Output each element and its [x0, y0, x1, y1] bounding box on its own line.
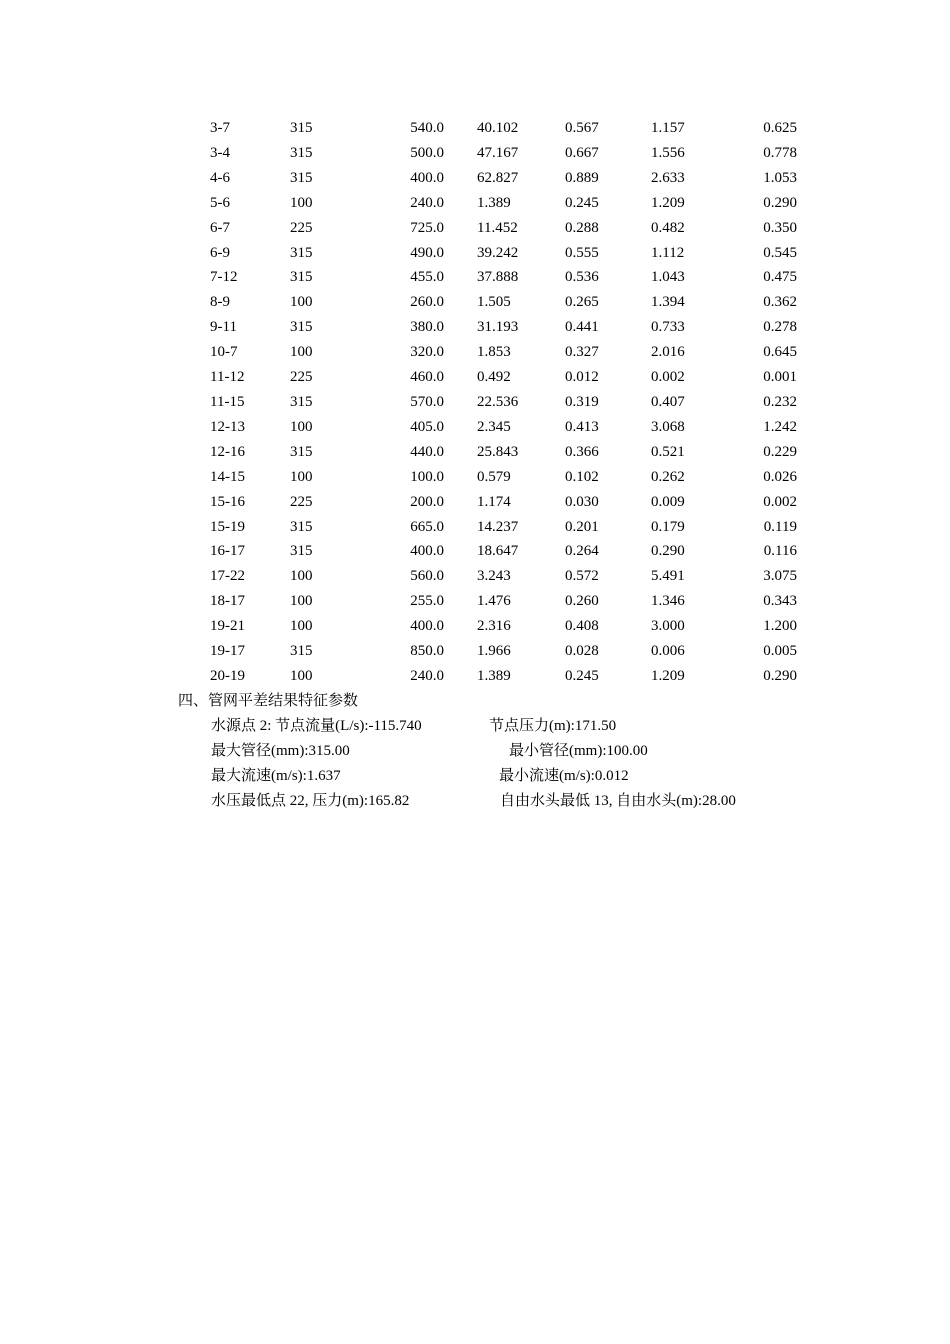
length-cell: 455.0 [410, 269, 444, 286]
diameter-cell: 100 [290, 294, 313, 311]
diameter-cell: 225 [290, 369, 313, 386]
min-diameter-text: 最小管径(mm):100.00 [509, 742, 648, 759]
pipe-id-cell: 4-6 [210, 169, 230, 186]
headloss-cell: 0.232 [763, 393, 797, 410]
velocity-cell: 0.536 [565, 269, 599, 286]
max-diameter-text: 最大管径(mm):315.00 [211, 742, 350, 759]
headloss-cell: 0.778 [763, 144, 797, 161]
table-row [210, 141, 797, 166]
pipe-results-table [210, 116, 797, 689]
unit-headloss-cell: 2.016 [651, 344, 685, 361]
unit-headloss-cell: 0.009 [651, 493, 685, 510]
headloss-cell: 0.026 [763, 468, 797, 485]
velocity-cell: 0.555 [565, 244, 599, 261]
unit-headloss-cell: 1.112 [651, 244, 685, 261]
unit-headloss-cell: 1.043 [651, 269, 685, 286]
velocity-cell: 0.245 [565, 194, 599, 211]
unit-headloss-cell: 0.407 [651, 393, 685, 410]
unit-headloss-cell: 0.179 [651, 518, 685, 535]
source-flow-text: 水源点 2: 节点流量(L/s):-115.740 [211, 718, 422, 734]
unit-headloss-cell: 3.068 [651, 418, 685, 435]
pipe-id-cell: 12-16 [210, 443, 245, 460]
pipe-id-cell: 3-7 [210, 120, 230, 136]
headloss-cell: 0.475 [763, 269, 797, 286]
length-cell: 850.0 [410, 643, 444, 660]
table-row [210, 365, 797, 390]
unit-headloss-cell: 1.209 [651, 667, 685, 684]
pipe-id-cell: 8-9 [210, 294, 230, 311]
diameter-cell: 100 [290, 344, 313, 361]
pipe-id-cell: 7-12 [210, 269, 238, 286]
velocity-cell: 0.572 [565, 568, 599, 585]
velocity-cell: 0.327 [565, 344, 599, 361]
headloss-cell: 1.053 [763, 169, 797, 186]
diameter-cell: 100 [290, 667, 313, 684]
pipe-id-cell: 11-12 [210, 369, 245, 386]
pipe-id-cell: 10-7 [210, 344, 238, 361]
unit-headloss-cell: 1.209 [651, 194, 685, 211]
min-free-head-text: 自由水头最低 13, 自由水头(m):28.00 [500, 792, 736, 809]
velocity-cell: 0.889 [565, 169, 599, 186]
headloss-cell: 0.116 [763, 543, 797, 560]
velocity-cell: 0.260 [565, 593, 599, 610]
source-pressure-text: 节点压力(m):171.50 [489, 718, 617, 734]
flow-cell: 31.193 [477, 319, 519, 336]
unit-headloss-cell: 3.000 [651, 618, 685, 635]
table-row [210, 614, 797, 639]
diameter-cell: 100 [290, 618, 313, 635]
flow-cell: 1.389 [477, 194, 511, 211]
velocity-cell: 0.567 [565, 120, 599, 136]
pipe-id-cell: 19-17 [210, 643, 245, 660]
table-row [210, 265, 797, 290]
headloss-cell: 0.545 [763, 244, 797, 261]
unit-headloss-cell: 0.733 [651, 319, 685, 336]
diameter-cell: 315 [290, 643, 313, 660]
velocity-cell: 0.264 [565, 543, 599, 560]
diameter-cell: 100 [290, 568, 313, 585]
flow-cell: 1.853 [477, 344, 511, 361]
headloss-cell: 3.075 [763, 568, 797, 585]
table-row [210, 664, 797, 689]
diameter-cell: 100 [290, 418, 313, 435]
diameter-cell: 315 [290, 319, 313, 336]
unit-headloss-cell: 0.482 [651, 219, 685, 236]
table-row [210, 290, 797, 315]
flow-cell: 22.536 [477, 393, 519, 410]
flow-cell: 62.827 [477, 169, 519, 186]
headloss-cell: 0.278 [763, 319, 797, 336]
pipe-id-cell: 20-19 [210, 667, 245, 684]
length-cell: 200.0 [410, 493, 444, 510]
length-cell: 665.0 [410, 518, 444, 535]
diameter-cell: 315 [290, 393, 313, 410]
headloss-cell: 0.001 [763, 369, 797, 386]
pipe-id-cell: 9-11 [210, 319, 237, 336]
table-row [210, 415, 797, 440]
velocity-cell: 0.408 [565, 618, 599, 635]
length-cell: 100.0 [410, 468, 444, 485]
length-cell: 725.0 [410, 219, 444, 236]
table-row [210, 639, 797, 664]
flow-cell: 40.102 [477, 120, 519, 136]
table-row [210, 564, 797, 589]
flow-cell: 0.579 [477, 468, 511, 485]
table-row [210, 116, 797, 141]
unit-headloss-cell: 1.157 [651, 120, 685, 136]
headloss-cell: 0.362 [763, 294, 797, 311]
diameter-cell: 315 [290, 244, 313, 261]
unit-headloss-cell: 0.521 [651, 443, 685, 460]
table-row [210, 315, 797, 340]
pipe-id-cell: 16-17 [210, 543, 245, 560]
unit-headloss-cell: 0.006 [651, 643, 685, 660]
table-row [210, 589, 797, 614]
unit-headloss-cell: 5.491 [651, 568, 685, 585]
length-cell: 440.0 [410, 443, 444, 460]
length-cell: 320.0 [410, 344, 444, 361]
headloss-cell: 1.242 [763, 418, 797, 435]
flow-cell: 3.243 [477, 568, 511, 585]
velocity-cell: 0.102 [565, 468, 599, 485]
length-cell: 240.0 [410, 667, 444, 684]
pipe-id-cell: 19-21 [210, 618, 245, 635]
headloss-cell: 0.290 [763, 667, 797, 684]
pipe-id-cell: 17-22 [210, 568, 245, 585]
length-cell: 380.0 [410, 319, 444, 336]
table-row [210, 241, 797, 266]
velocity-cell: 0.413 [565, 418, 599, 435]
min-velocity-text: 最小流速(m/s):0.012 [499, 767, 629, 784]
table-row [210, 191, 797, 216]
unit-headloss-cell: 2.633 [651, 169, 685, 186]
pipe-id-cell: 11-15 [210, 393, 245, 410]
velocity-cell: 0.201 [565, 518, 599, 535]
headloss-cell: 0.229 [763, 443, 797, 460]
flow-cell: 11.452 [477, 219, 518, 236]
velocity-cell: 0.012 [565, 369, 599, 386]
diameter-cell: 315 [290, 144, 313, 161]
table-row [210, 440, 797, 465]
table-row [210, 390, 797, 415]
headloss-cell: 0.645 [763, 344, 797, 361]
flow-cell: 1.476 [477, 593, 511, 610]
pipe-id-cell: 6-7 [210, 219, 230, 236]
diameter-cell: 315 [290, 443, 313, 460]
diameter-cell: 315 [290, 120, 313, 136]
flow-cell: 1.174 [477, 493, 511, 510]
unit-headloss-cell: 0.002 [651, 369, 685, 386]
length-cell: 400.0 [410, 618, 444, 635]
flow-cell: 18.647 [477, 543, 519, 560]
unit-headloss-cell: 1.346 [651, 593, 685, 610]
diameter-cell: 315 [290, 543, 313, 560]
length-cell: 570.0 [410, 393, 444, 410]
headloss-cell: 0.002 [763, 493, 797, 510]
flow-cell: 25.843 [477, 443, 519, 460]
diameter-cell: 100 [290, 468, 313, 485]
length-cell: 460.0 [410, 369, 444, 386]
velocity-cell: 0.667 [565, 144, 599, 161]
table-row [210, 465, 797, 490]
min-pressure-text: 水压最低点 22, 压力(m):165.82 [211, 792, 410, 809]
velocity-cell: 0.265 [565, 294, 599, 311]
flow-cell: 2.316 [477, 618, 511, 635]
length-cell: 400.0 [410, 543, 444, 560]
length-cell: 260.0 [410, 294, 444, 311]
velocity-cell: 0.441 [565, 319, 599, 336]
headloss-cell: 0.625 [763, 120, 797, 136]
flow-cell: 1.505 [477, 294, 511, 311]
headloss-cell: 0.343 [763, 593, 797, 610]
pipe-id-cell: 3-4 [210, 144, 230, 161]
unit-headloss-cell: 1.556 [651, 144, 685, 161]
headloss-cell: 0.005 [763, 643, 797, 660]
length-cell: 405.0 [410, 418, 444, 435]
velocity-cell: 0.028 [565, 643, 599, 660]
length-cell: 240.0 [410, 194, 444, 211]
pipe-id-cell: 15-16 [210, 493, 245, 510]
length-cell: 400.0 [410, 169, 444, 186]
headloss-cell: 0.119 [763, 518, 797, 535]
length-cell: 500.0 [410, 144, 444, 161]
pipe-results-body [210, 116, 797, 689]
unit-headloss-cell: 1.394 [651, 294, 685, 311]
diameter-cell: 225 [290, 219, 313, 236]
diameter-cell: 225 [290, 493, 313, 510]
velocity-cell: 0.319 [565, 393, 599, 410]
max-velocity-text: 最大流速(m/s):1.637 [211, 767, 341, 784]
flow-cell: 39.242 [477, 244, 519, 261]
pipe-id-cell: 14-15 [210, 468, 245, 485]
flow-cell: 2.345 [477, 418, 511, 435]
table-row [210, 490, 797, 515]
velocity-cell: 0.030 [565, 493, 599, 510]
pipe-id-cell: 15-19 [210, 518, 245, 535]
pipe-id-cell: 5-6 [210, 194, 230, 211]
length-cell: 540.0 [410, 120, 444, 136]
diameter-cell: 100 [290, 194, 313, 211]
velocity-cell: 0.366 [565, 443, 599, 460]
headloss-cell: 0.350 [763, 219, 797, 236]
flow-cell: 1.966 [477, 643, 511, 660]
diameter-cell: 315 [290, 169, 313, 186]
velocity-cell: 0.245 [565, 667, 599, 684]
pipe-id-cell: 6-9 [210, 244, 230, 261]
flow-cell: 1.389 [477, 667, 511, 684]
velocity-cell: 0.288 [565, 219, 599, 236]
headloss-cell: 1.200 [763, 618, 797, 635]
pipe-id-cell: 18-17 [210, 593, 245, 610]
diameter-cell: 315 [290, 518, 313, 535]
length-cell: 490.0 [410, 244, 444, 261]
flow-cell: 0.492 [477, 369, 511, 386]
length-cell: 255.0 [410, 593, 444, 610]
unit-headloss-cell: 0.262 [651, 468, 685, 485]
section-title: 四、管网平差结果特征参数 [178, 693, 359, 709]
table-row [210, 539, 797, 564]
pipe-id-cell: 12-13 [210, 418, 245, 435]
flow-cell: 37.888 [477, 269, 519, 286]
table-row [210, 515, 797, 540]
diameter-cell: 315 [290, 269, 313, 286]
unit-headloss-cell: 0.290 [651, 543, 685, 560]
table-row [210, 340, 797, 365]
table-row [210, 216, 797, 241]
flow-cell: 47.167 [477, 144, 519, 161]
flow-cell: 14.237 [477, 518, 519, 535]
table-row [210, 166, 797, 191]
headloss-cell: 0.290 [763, 194, 797, 211]
diameter-cell: 100 [290, 593, 313, 610]
length-cell: 560.0 [410, 568, 444, 585]
